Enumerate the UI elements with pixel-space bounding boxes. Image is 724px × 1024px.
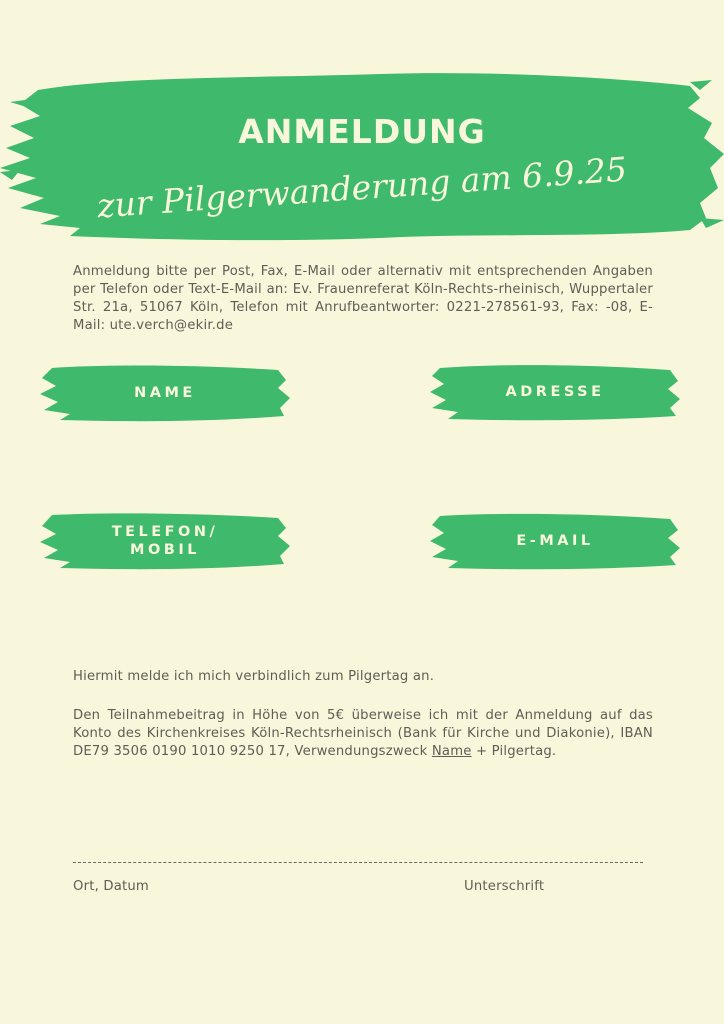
- field-phone[interactable]: [40, 510, 290, 572]
- field-address-label: ADRESSE: [505, 384, 605, 400]
- field-name-label: NAME: [134, 385, 196, 401]
- field-phone-label: [40, 510, 290, 572]
- page-title: ANMELDUNG: [238, 112, 486, 151]
- intro-text: Anmeldung bitte per Post, Fax, E-Mail oder alternativ mit entsprechenden Angaben per Telefon oder Text-E-Mail an: Ev. Frauenreferat Köln-Rechts-rheinisch, Wuppertaler Str. 21a, 51067 Köln, Telefon mit Anrufbeantworter: 0221-278561-93, Fax: -08, E-Mail: ute.verch@ekir.de: [73, 264, 653, 333]
- fee-text-end: + Pilgertag.: [471, 744, 557, 759]
- signature-line: [73, 862, 643, 863]
- fee-text-main: Den Teilnahmebeitrag in Höhe von 5€ überweise ich mit der Anmeldung auf das Konto des Kirchenkreises Köln-Rechtsrheinisch (Bank für Kirche und Diakonie), IBAN DE79 3506 0190 1010 9250 17, Verwendungszweck: [73, 708, 653, 759]
- field-phone-label-line1: TELEFON/: [111, 524, 219, 540]
- signature-label: Unterschrift: [464, 879, 545, 894]
- field-address[interactable]: [430, 361, 680, 423]
- field-email-label: E-MAIL: [516, 533, 594, 549]
- field-name[interactable]: [40, 362, 290, 424]
- fee-text-name: Name: [431, 744, 472, 759]
- field-phone-label-line2: MOBIL: [130, 542, 200, 558]
- field-email[interactable]: [430, 510, 680, 572]
- page-subtitle: zur Pilgerwanderung am 6.9.25: [95, 149, 629, 226]
- fee-text: [73, 707, 653, 761]
- confirmation-text: Hiermit melde ich mich verbindlich zum Pilgertag an.: [73, 669, 435, 684]
- header-banner: [0, 68, 724, 246]
- place-date-label: Ort, Datum: [73, 879, 149, 894]
